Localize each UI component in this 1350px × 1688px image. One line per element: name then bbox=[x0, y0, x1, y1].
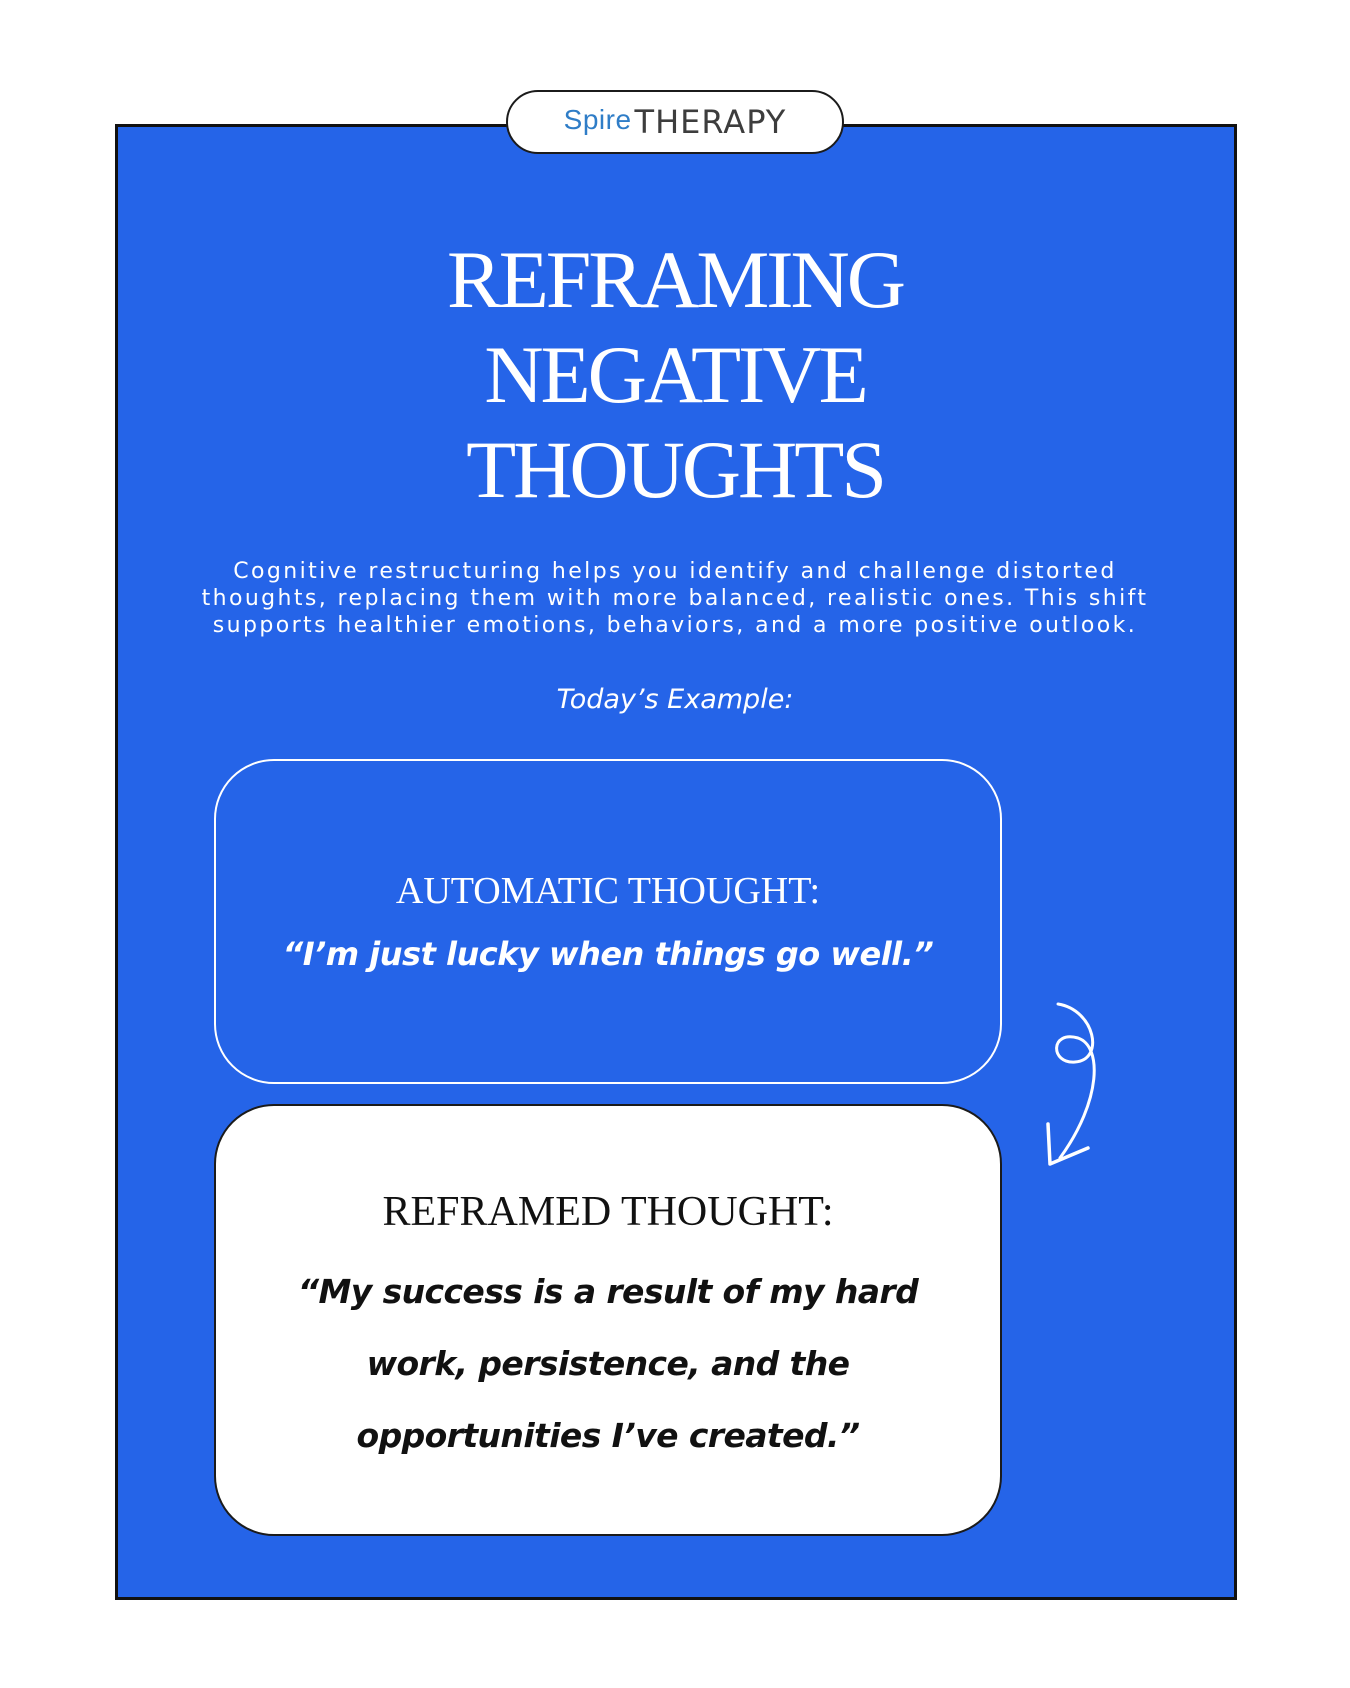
page-title bbox=[0, 232, 1350, 517]
intro-paragraph: Cognitive restructuring helps you identify and challenge distorted thoughts, replacing them with more balanced, realistic ones. This shift supports healthier emotions, behaviors, and a more positive outlook. bbox=[201, 559, 1149, 638]
title-line-2: NEGATIVE bbox=[484, 329, 866, 420]
title-line-3: THOUGHTS bbox=[466, 424, 884, 515]
example-label: Today’s Example: bbox=[556, 684, 794, 715]
reframed-thought-card bbox=[214, 1104, 1002, 1536]
curly-arrow-down-left-icon bbox=[1040, 1000, 1140, 1180]
title-line-1: REFRAMING bbox=[447, 234, 903, 325]
brand-logo bbox=[506, 90, 844, 154]
automatic-thought-heading: AUTOMATIC THOUGHT: bbox=[395, 870, 821, 912]
automatic-thought-card bbox=[214, 759, 1002, 1084]
brand-name-therapy: THERAPY bbox=[634, 103, 787, 141]
brand-name-spire: Spire bbox=[563, 104, 632, 135]
reframed-thought-quote: “My success is a result of my hard work, persistence, and the opportunities I’ve created.” bbox=[297, 1272, 919, 1455]
reframed-thought-heading: REFRAMED THOUGHT: bbox=[382, 1189, 834, 1235]
automatic-thought-quote: “I’m just lucky when things go well.” bbox=[282, 935, 934, 973]
